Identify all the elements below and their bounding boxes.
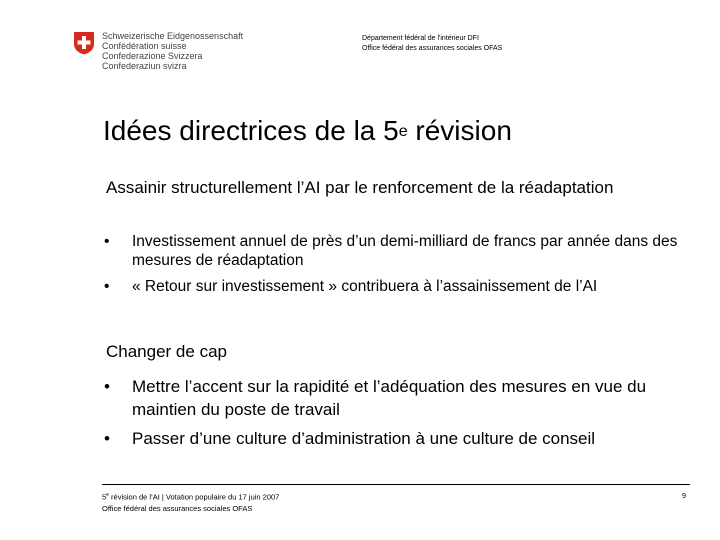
slide-title (103, 114, 512, 153)
entity-line: Confederaziun svizra (102, 61, 187, 71)
federal-entity-names (102, 31, 243, 71)
footer-number: 5 (102, 492, 107, 502)
department-names (362, 34, 502, 54)
footer (102, 490, 279, 514)
list-item (104, 375, 684, 421)
department-line: Office fédéral des assurances sociales OFAS (362, 45, 503, 52)
entity-line: Schweizerische Eidgenossenschaft (102, 31, 244, 41)
bullet-icon: • (104, 429, 110, 448)
bullet-text: Investissement annuel de près d’un demi-milliard de francs par année dans des mesures de réadaptation (132, 233, 678, 269)
section-heading: Changer de cap (106, 342, 227, 361)
bullet-list (104, 375, 684, 456)
title-text-end: révision (407, 115, 512, 146)
bullet-text: Mettre l’accent sur la rapidité et l’adéquation des mesures en vue du maintien du poste de travail (132, 377, 647, 419)
footer-line-1 (102, 490, 279, 503)
page-number: 9 (681, 491, 686, 500)
bullet-icon: • (104, 233, 110, 250)
list-item (104, 232, 684, 270)
department-line: Département fédéral de l'intérieur DFI (362, 35, 479, 42)
bullet-icon: • (104, 278, 110, 295)
bullet-text: « Retour sur investissement » contribuera à l’assainissement de l’AI (132, 278, 598, 295)
footer-text: révision de l’AI | Votation populaire du 17 juin 2007 (108, 492, 280, 502)
entity-line: Confédération suisse (102, 41, 187, 51)
entity-line: Confederazione Svizzera (102, 51, 203, 61)
swiss-cross-shield-icon (72, 31, 96, 55)
title-text: Idées directrices de la 5 (103, 115, 399, 146)
bullet-icon: • (104, 377, 110, 396)
bullet-text: Passer d’une culture d’administration à une culture de conseil (132, 429, 596, 448)
footer-superscript: e (106, 492, 109, 498)
list-item (104, 427, 684, 450)
list-item (104, 277, 684, 296)
footer-line-2: Office fédéral des assurances sociales OFAS (102, 503, 253, 513)
section-heading: Assainir structurellement l’AI par le renforcement de la réadaptation (106, 178, 614, 197)
footer-divider (102, 484, 690, 485)
title-superscript: e (398, 123, 408, 140)
bullet-list (104, 232, 684, 303)
